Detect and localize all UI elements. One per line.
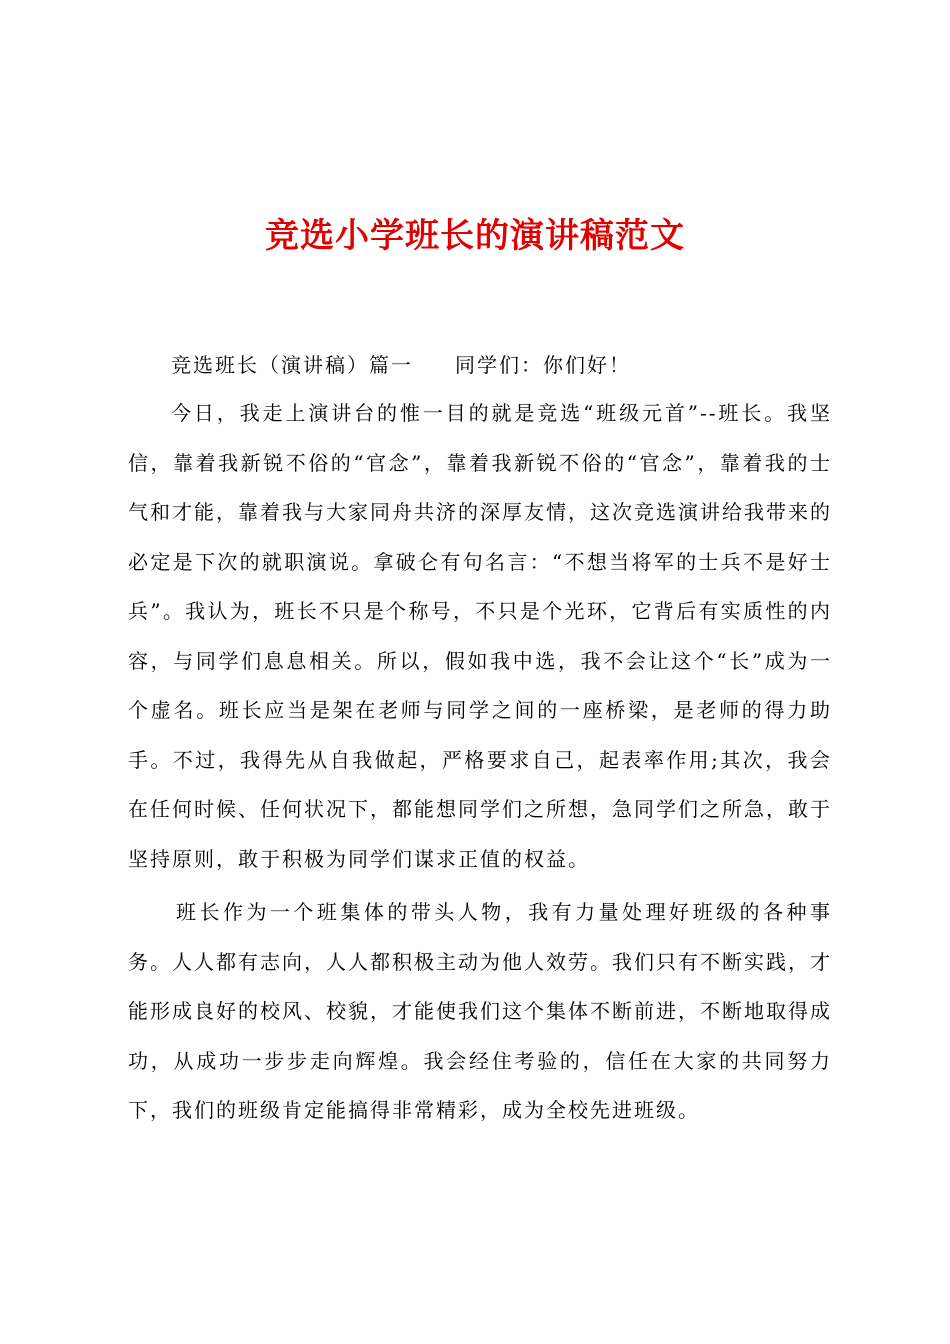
greeting: 同学们：你们好！	[455, 353, 631, 377]
section-heading-line	[128, 341, 832, 391]
document-title: 竞选小学班长的演讲稿范文	[265, 216, 685, 256]
paragraph: 班长作为一个班集体的带头人物，我有力量处理好班级的各种事务。人人都有志向，人人都积极主动为他人效劳。我们只有不断实践，才能形成良好的校风、校貌，才能使我们这个集体不断前进，不断地取得成功，从成功一步步走向辉煌。我会经住考验的，信任在大家的共同努力下，我们的班级肯定能搞得非常精彩，成为全校先进班级。	[128, 900, 832, 1122]
section-heading: 竞选班长（演讲稿）篇一	[171, 353, 413, 377]
paragraph: 今日，我走上演讲台的惟一目的就是竞选“班级元首”--班长。我坚信，靠着我新锐不俗的“官念”，靠着我新锐不俗的“官念”，靠着我的士气和才能，靠着我与大家同舟共济的深厚友情，这次竞选演讲给我带来的必定是下次的就职演说。拿破仑有句名言：“不想当将军的士兵不是好士兵”。我认为，班长不只是个称号，不只是个光环，它背后有实质性的内容，与同学们息息相关。所以，假如我中选，我不会让这个“长”成为一个虚名。班长应当是架在老师与同学之间的一座桥梁，是老师的得力助手。不过，我得先从自我做起，严格要求自己，起表率作用;其次，我会在任何时候、任何状况下，都能想同学们之所想，急同学们之所急，敢于坚持原则，敢于积极为同学们谋求正值的权益。	[128, 401, 832, 871]
